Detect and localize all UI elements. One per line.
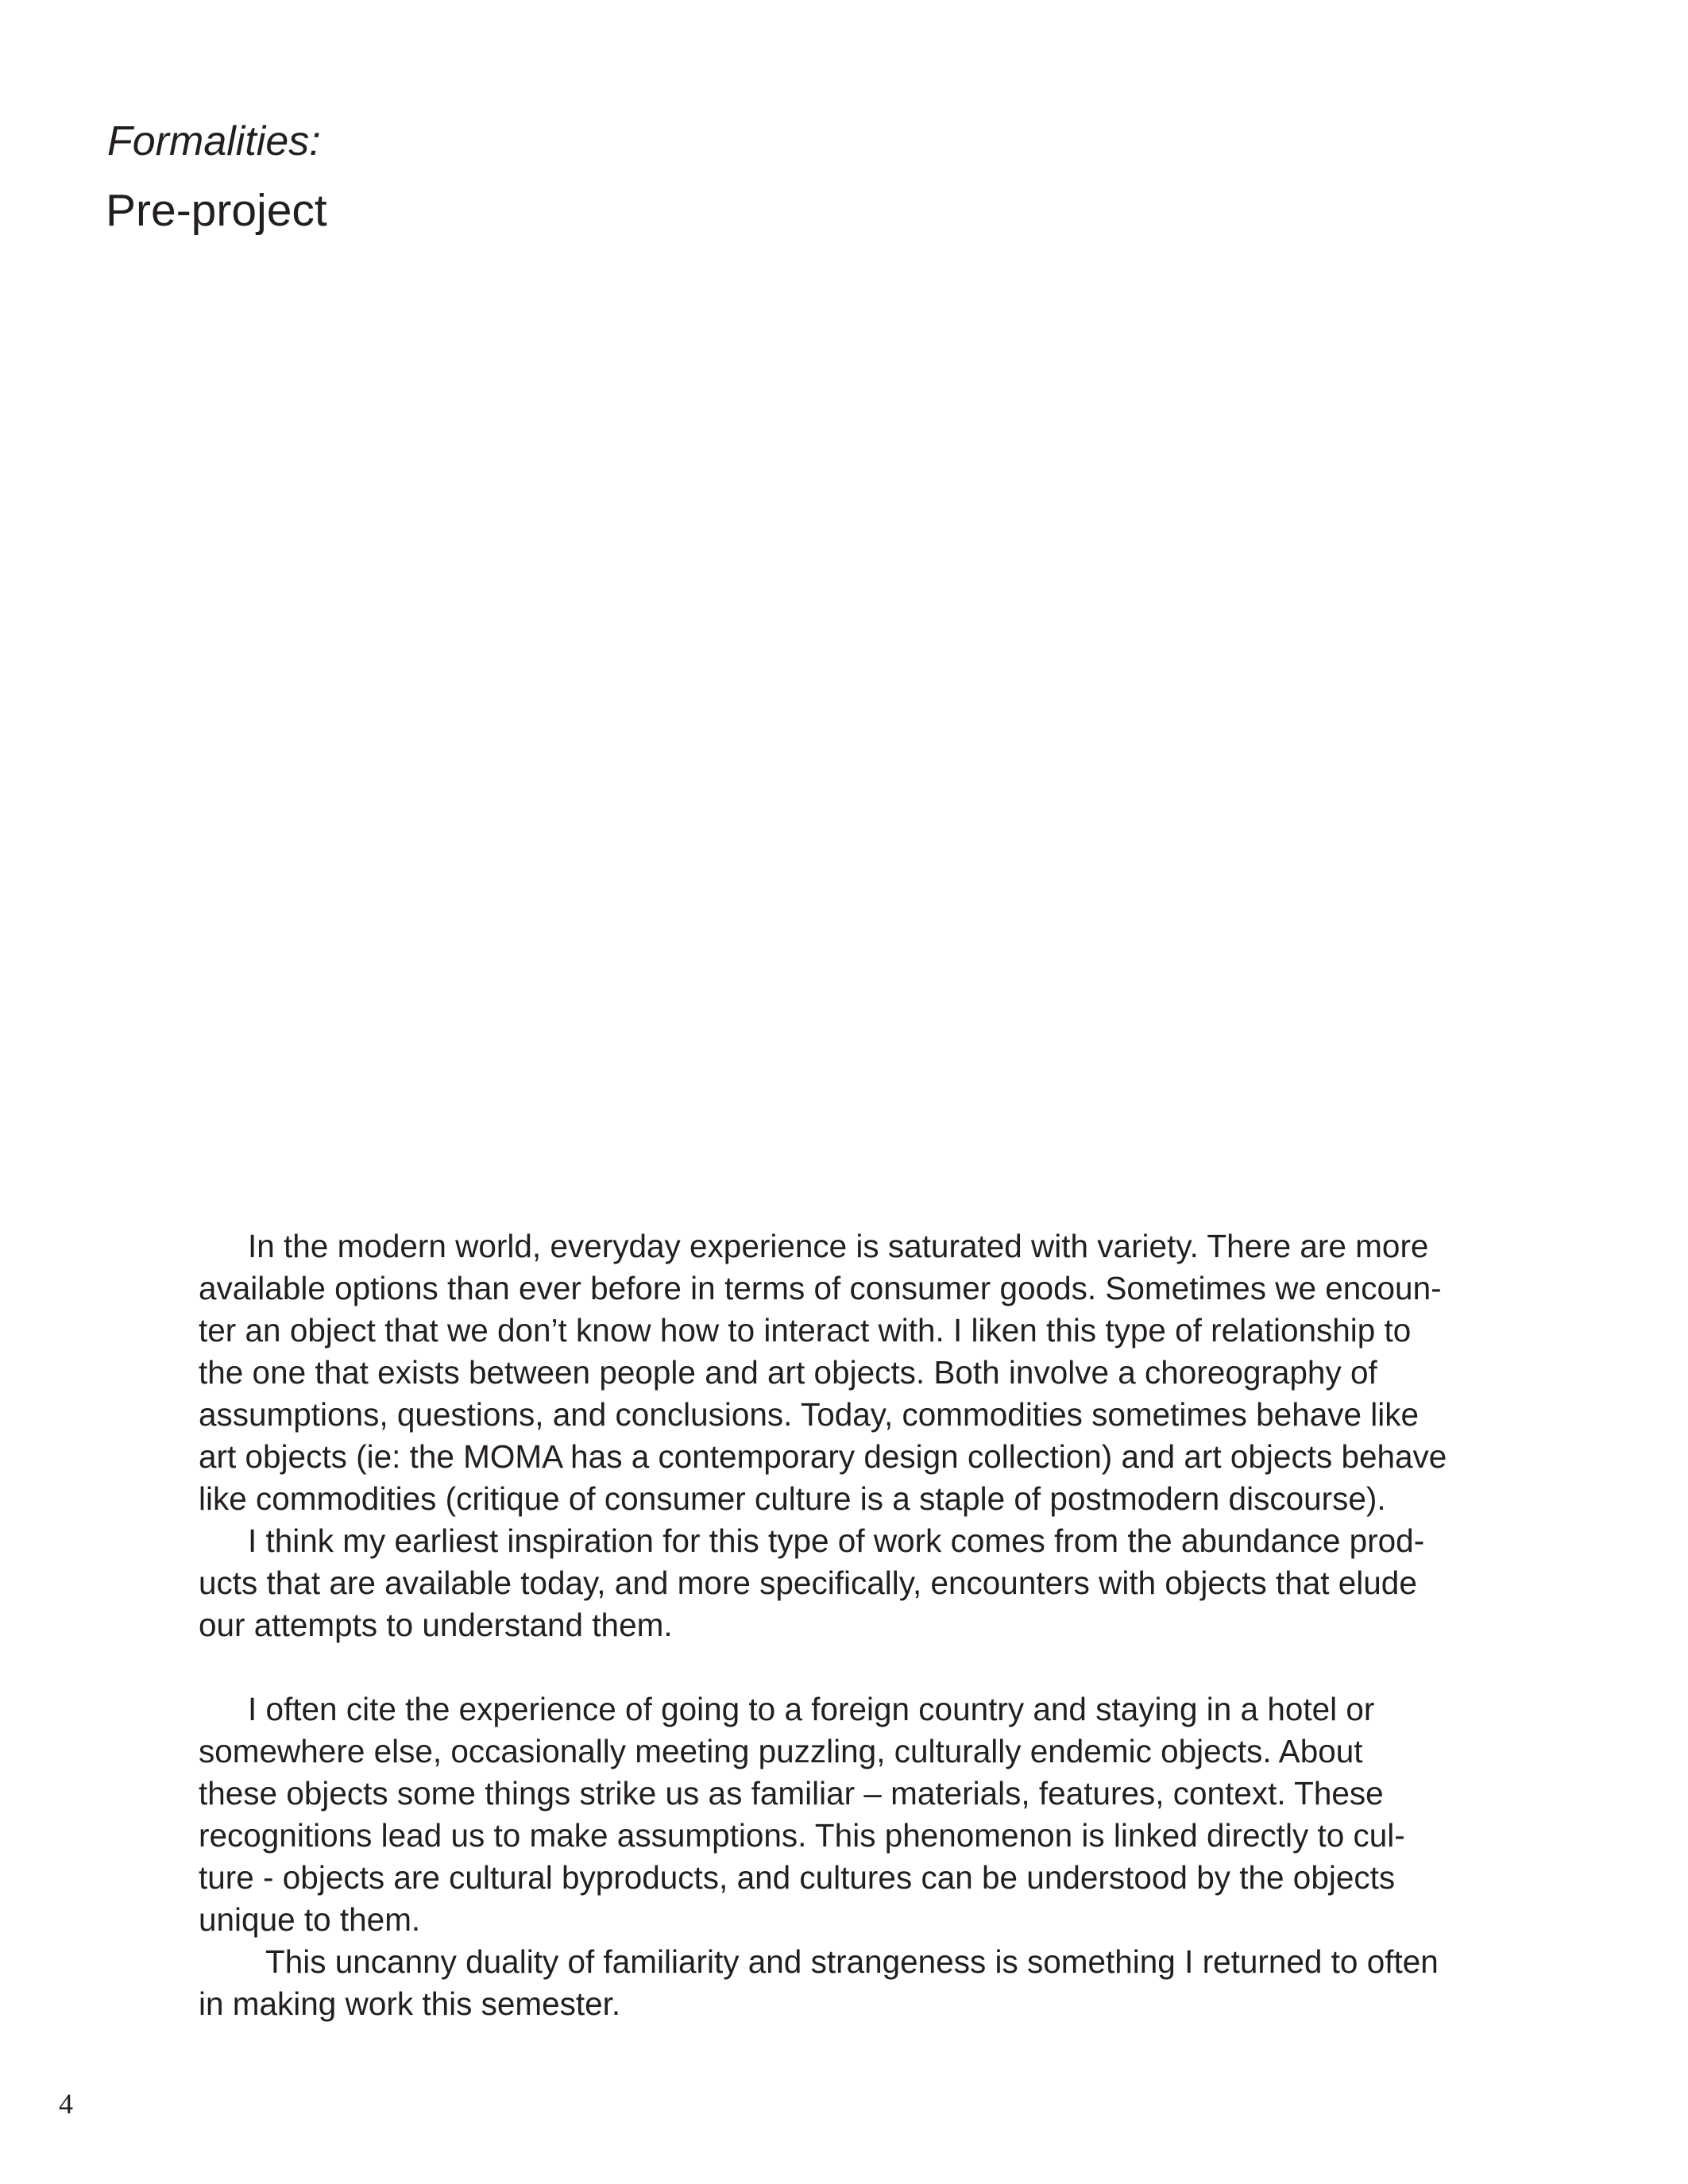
text-line: somewhere else, occasionally meeting puzzling, culturally endemic objects. About (199, 1733, 1363, 1769)
text-line: our attempts to understand them. (199, 1607, 673, 1643)
text-line: recognitions lead us to make assumptions. This phenomenon is linked directly to cul- (199, 1817, 1405, 1854)
text-line: In the modern world, everyday experience is saturated with variety. There are more (248, 1228, 1429, 1264)
body-text (199, 1225, 1501, 2025)
text-line: assumptions, questions, and conclusions. Today, commodities sometimes behave like (199, 1396, 1420, 1433)
text-line: these objects some things strike us as familiar – materials, features, context. These (199, 1775, 1384, 1812)
text-line: the one that exists between people and art objects. Both involve a choreography of (199, 1354, 1377, 1391)
text-line: available options than ever before in terms of consumer goods. Sometimes we encoun- (199, 1270, 1442, 1306)
text-line: ture - objects are cultural byproducts, and cultures can be understood by the objects (199, 1859, 1396, 1896)
page-number: 4 (59, 2088, 73, 2120)
blank-line (199, 1646, 1501, 1688)
text-line: ter an object that we don’t know how to interact with. I liken this type of relationship to (199, 1312, 1412, 1349)
text-line: unique to them. (199, 1901, 421, 1938)
text-line: I often cite the experience of going to a foreign country and staying in a hotel or (248, 1691, 1375, 1727)
text-line: I think my earliest inspiration for this type of work comes from the abundance prod- (248, 1522, 1425, 1559)
text-line: This uncanny duality of familiarity and strangeness is something I returned to often (265, 1943, 1439, 1980)
text-line: in making work this semester. (199, 1985, 621, 2022)
page-title: Pre-project (106, 185, 327, 236)
text-line: art objects (ie: the MOMA has a contemporary design collection) and art objects behave (199, 1438, 1447, 1475)
section-label: Formalities: (107, 118, 321, 164)
text-line: like commodities (critique of consumer culture is a staple of postmodern discourse). (199, 1480, 1386, 1517)
text-line: ucts that are available today, and more specifically, encounters with objects that elude (199, 1565, 1417, 1601)
